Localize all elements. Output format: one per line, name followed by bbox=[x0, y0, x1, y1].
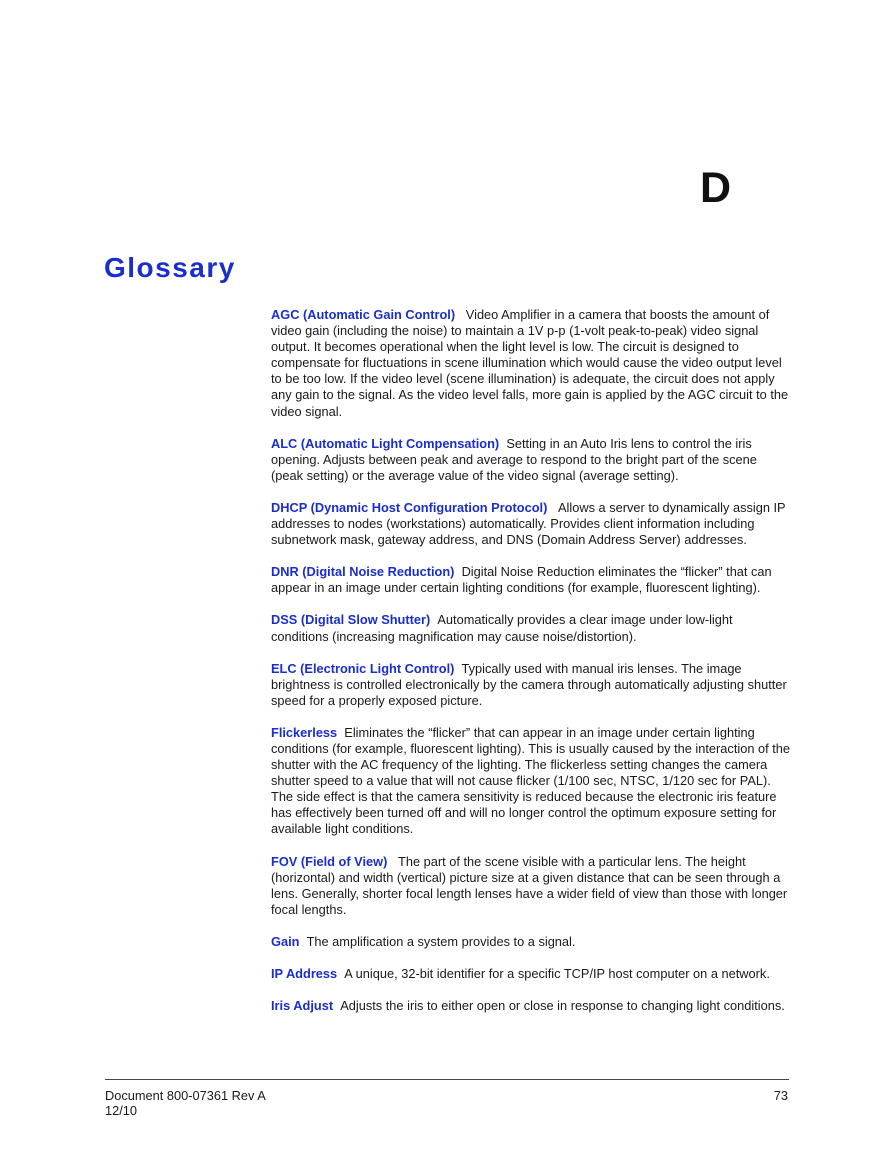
glossary-entries bbox=[271, 307, 791, 1030]
glossary-entry bbox=[271, 998, 791, 1014]
glossary-entry bbox=[271, 661, 791, 709]
footer-date: 12/10 bbox=[105, 1103, 138, 1118]
glossary-term: DNR (Digital Noise Reduction) bbox=[271, 564, 455, 580]
glossary-entry bbox=[271, 564, 791, 596]
glossary-term: Iris Adjust bbox=[271, 998, 334, 1014]
glossary-definition: The amplification a system provides to a signal. bbox=[306, 933, 576, 949]
chapter-letter: D bbox=[700, 164, 732, 212]
footer-divider bbox=[105, 1079, 789, 1080]
page-title: Glossary bbox=[104, 252, 236, 283]
term-separator bbox=[387, 854, 398, 869]
glossary-definition: Eliminates the “flicker” that can appear in an image under certain lighting conditions (for example, fluorescent lighting). This is usually caused by the interaction of the shutter with the AC frequency of the lighting. The flickerless setting changes the camera shutter speed to a value that will not cause flicker (1/100 sec, NTSC, 1/120 sec for PAL). The side effect is that the camera sensitivity is reduced because the electronic iris feature has effectively been turned off and will no longer control the optimum exposure setting for available light conditions. bbox=[271, 724, 791, 837]
glossary-entry bbox=[271, 725, 791, 838]
term-separator bbox=[454, 661, 461, 676]
glossary-definition: Adjusts the iris to either open or close in response to changing light conditions. bbox=[340, 998, 785, 1014]
glossary-entry bbox=[271, 854, 791, 918]
glossary-entry bbox=[271, 500, 791, 548]
glossary-term: ELC (Electronic Light Control) bbox=[271, 660, 455, 676]
glossary-definition: Digital Noise Reduction eliminates the “flicker” that can appear in an image under certain lighting conditions (for example, fluorescent lighting). bbox=[271, 564, 772, 596]
glossary-term: IP Address bbox=[271, 966, 338, 981]
glossary-term: FOV (Field of View) bbox=[271, 853, 388, 869]
glossary-entry bbox=[271, 966, 791, 982]
term-separator bbox=[454, 564, 461, 579]
glossary-definition: A unique, 32-bit identifier for a specific TCP/IP host computer on a network. bbox=[344, 966, 770, 981]
term-separator bbox=[299, 934, 306, 949]
glossary-definition: Automatically provides a clear image under low-light conditions (increasing magnification may cause noise/distortion). bbox=[271, 612, 733, 644]
page-number: 73 bbox=[773, 1088, 788, 1103]
glossary-definition: Allows a server to dynamically assign IP addresses to nodes (workstations) automatically. Provides client information including subnetwork mask, gateway address, and DNS (Domain Address Server) addresses. bbox=[271, 499, 786, 548]
glossary-term: DSS (Digital Slow Shutter) bbox=[271, 612, 431, 628]
term-separator bbox=[547, 500, 558, 515]
glossary-term: Gain bbox=[271, 933, 300, 949]
glossary-entry bbox=[271, 436, 791, 484]
glossary-definition: Typically used with manual iris lenses. The image brightness is controlled electronically by the camera through automatically adjusting shutter speed for a properly exposed picture. bbox=[271, 660, 787, 708]
glossary-term: Flickerless bbox=[271, 724, 338, 740]
glossary-term: ALC (Automatic Light Compensation) bbox=[271, 435, 500, 451]
glossary-definition: Video Amplifier in a camera that boosts the amount of video gain (including the noise) to maintain a 1V p-p (1-volt peak-to-peak) video signal output. It becomes operational when the light level is low. The circuit is designed to compensate for fluctuations in scene illumination which would cause the video output level to be too low. If the video level (scene illumination) is adequate, the circuit does not apply any gain to the signal. As the video level falls, more gain is applied by the AGC circuit to the video signal. bbox=[271, 307, 789, 419]
footer-document-number: Document 800-07361 Rev A bbox=[105, 1088, 266, 1103]
glossary-definition: Setting in an Auto Iris lens to control the iris opening. Adjusts between peak and average to respond to the bright part of the scene (peak setting) or the average value of the video signal (average setting). bbox=[271, 435, 757, 483]
glossary-entry bbox=[271, 612, 791, 644]
term-separator bbox=[455, 307, 466, 322]
glossary-term: DHCP (Dynamic Host Configuration Protocol) bbox=[271, 499, 548, 515]
glossary-term: AGC (Automatic Gain Control) bbox=[271, 307, 456, 322]
glossary-definition: The part of the scene visible with a particular lens. The height (horizontal) and width (vertical) picture size at a given distance that can be seen through a lens. Generally, shorter focal length lenses have a wider field of view than those with longer focal lengths. bbox=[271, 853, 788, 917]
glossary-entry bbox=[271, 307, 791, 420]
glossary-entry bbox=[271, 934, 791, 950]
